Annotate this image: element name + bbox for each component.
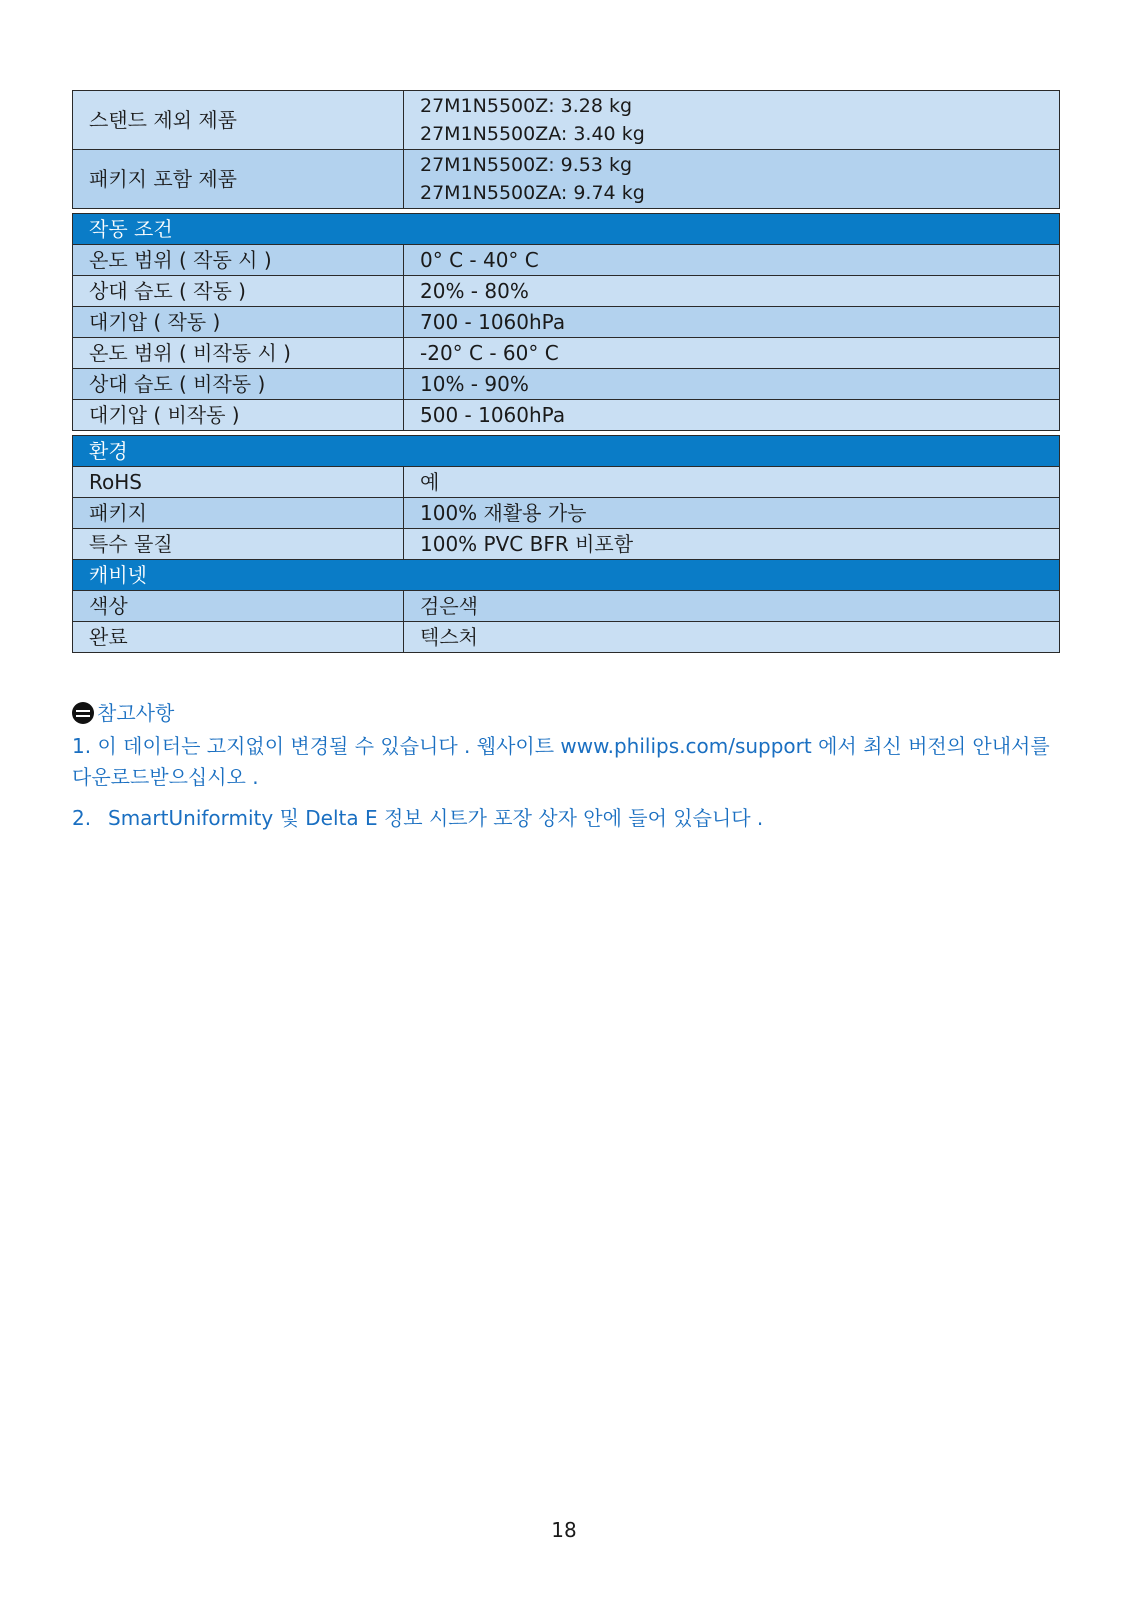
- page-number: 18: [551, 1518, 577, 1542]
- spec-label: 대기압 ( 비작동 ): [73, 400, 404, 431]
- note-item: [72, 803, 1062, 834]
- spec-label: 대기압 ( 작동 ): [73, 307, 404, 338]
- section-header-environment: [73, 436, 1060, 467]
- spec-table: [72, 90, 1060, 653]
- table-row: [73, 276, 1060, 307]
- section-header-operating: [73, 214, 1060, 245]
- spec-value: 700 - 1060hPa: [404, 307, 1060, 338]
- table-row: [73, 245, 1060, 276]
- spec-value: [404, 150, 1060, 209]
- section-title: 작동 조건: [73, 214, 1060, 245]
- table-row: [73, 498, 1060, 529]
- section-title: 환경: [73, 436, 1060, 467]
- spec-label: 색상: [73, 591, 404, 622]
- spec-label: 완료: [73, 622, 404, 653]
- table-row: [73, 91, 1060, 150]
- note-icon: [72, 702, 94, 724]
- spec-label: 상대 습도 ( 비작동 ): [73, 369, 404, 400]
- table-row: [73, 307, 1060, 338]
- spec-label: 온도 범위 ( 비작동 시 ): [73, 338, 404, 369]
- note-item: [72, 731, 1062, 793]
- spec-value: 100% 재활용 가능: [404, 498, 1060, 529]
- spec-value: 100% PVC BFR 비포함: [404, 529, 1060, 560]
- spec-label: 패키지 포함 제품: [73, 150, 404, 209]
- section-header-cabinet: [73, 560, 1060, 591]
- spec-label: 온도 범위 ( 작동 시 ): [73, 245, 404, 276]
- spec-label: RoHS: [73, 467, 404, 498]
- table-row: [73, 467, 1060, 498]
- spec-label: 스탠드 제외 제품: [73, 91, 404, 150]
- note-number: 2.: [72, 806, 92, 830]
- spec-value-line: 27M1N5500Z: 9.53 kg: [420, 154, 633, 176]
- note-number: 1.: [72, 734, 92, 758]
- spec-value-line: 27M1N5500ZA: 3.40 kg: [420, 123, 645, 145]
- table-row: [73, 150, 1060, 209]
- spec-value-line: 27M1N5500Z: 3.28 kg: [420, 95, 633, 117]
- table-row: [73, 622, 1060, 653]
- notes-section: [72, 697, 1062, 834]
- spec-value: 텍스처: [404, 622, 1060, 653]
- spec-label: 상대 습도 ( 작동 ): [73, 276, 404, 307]
- spec-value: 검은색: [404, 591, 1060, 622]
- note-text: SmartUniformity 및 Delta E 정보 시트가 포장 상자 안에 들어 있습니다 .: [108, 806, 764, 830]
- table-row: [73, 369, 1060, 400]
- spec-value: 10% - 90%: [404, 369, 1060, 400]
- spec-label: 특수 물질: [73, 529, 404, 560]
- notes-title: 참고사항: [97, 700, 175, 725]
- table-row: [73, 400, 1060, 431]
- note-text: 이 데이터는 고지없이 변경될 수 있습니다 . 웹사이트 www.philips.com/support 에서 최신 버전의 안내서를 다운로드받으십시오 .: [72, 734, 1050, 789]
- table-row: [73, 338, 1060, 369]
- spec-value: -20° C - 60° C: [404, 338, 1060, 369]
- notes-heading: [72, 697, 1062, 729]
- table-row: [73, 591, 1060, 622]
- spec-value: 20% - 80%: [404, 276, 1060, 307]
- spec-value: 500 - 1060hPa: [404, 400, 1060, 431]
- table-row: [73, 529, 1060, 560]
- spec-label: 패키지: [73, 498, 404, 529]
- spec-value-line: 27M1N5500ZA: 9.74 kg: [420, 182, 645, 204]
- spec-value: 예: [404, 467, 1060, 498]
- section-title: 캐비넷: [73, 560, 1060, 591]
- spec-value: 0° C - 40° C: [404, 245, 1060, 276]
- spec-value: [404, 91, 1060, 150]
